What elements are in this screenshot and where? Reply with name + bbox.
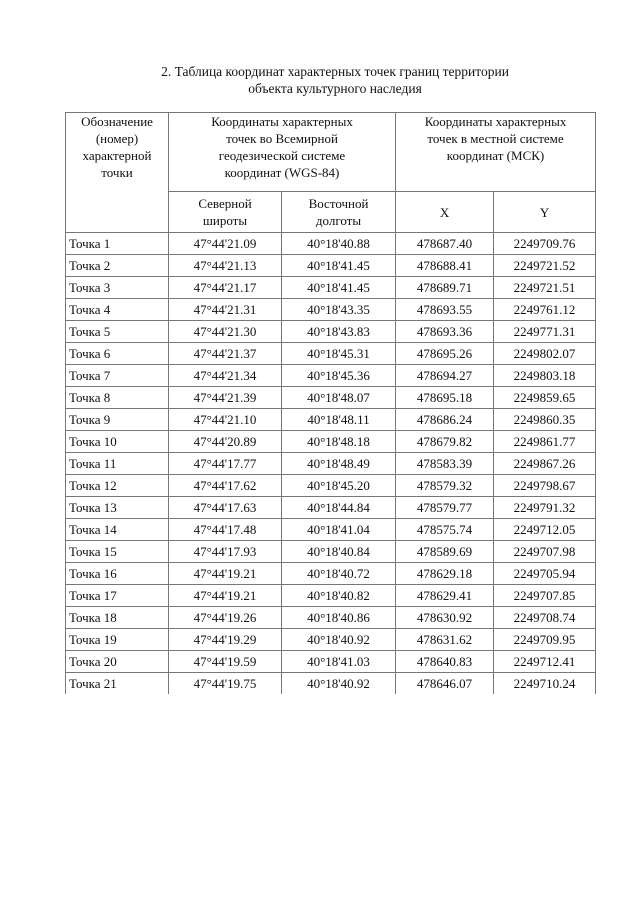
y-coordinate-cell: 2249707.85 xyxy=(494,585,596,607)
x-coordinate-cell: 478589.69 xyxy=(396,541,494,563)
header-wgs84-line: координат (WGS-84) xyxy=(224,165,340,180)
table-body xyxy=(66,233,596,695)
header-designation-line: характерной xyxy=(82,148,152,163)
y-coordinate-cell: 2249771.31 xyxy=(494,321,596,343)
north-latitude-cell: 47°44'21.39 xyxy=(169,387,282,409)
east-longitude-cell: 40°18'40.88 xyxy=(282,233,396,255)
x-coordinate-cell: 478583.39 xyxy=(396,453,494,475)
east-longitude-cell: 40°18'44.84 xyxy=(282,497,396,519)
table-row xyxy=(66,431,596,453)
east-longitude-cell: 40°18'41.45 xyxy=(282,255,396,277)
y-coordinate-cell: 2249867.26 xyxy=(494,453,596,475)
header-north-line: Северной xyxy=(198,196,252,211)
title-line-2: объекта культурного наследия xyxy=(248,81,422,96)
point-name-cell: Точка 5 xyxy=(66,321,169,343)
header-north-line: широты xyxy=(202,213,248,228)
east-longitude-cell: 40°18'48.07 xyxy=(282,387,396,409)
north-latitude-cell: 47°44'19.21 xyxy=(169,585,282,607)
y-coordinate-cell: 2249708.74 xyxy=(494,607,596,629)
point-name-cell: Точка 10 xyxy=(66,431,169,453)
x-coordinate-cell: 478640.83 xyxy=(396,651,494,673)
north-latitude-cell: 47°44'21.17 xyxy=(169,277,282,299)
east-longitude-cell: 40°18'48.18 xyxy=(282,431,396,453)
x-coordinate-cell: 478630.92 xyxy=(396,607,494,629)
y-coordinate-cell: 2249712.41 xyxy=(494,651,596,673)
north-latitude-cell: 47°44'19.59 xyxy=(169,651,282,673)
y-coordinate-cell: 2249803.18 xyxy=(494,365,596,387)
point-name-cell: Точка 6 xyxy=(66,343,169,365)
table-row xyxy=(66,629,596,651)
x-coordinate-cell: 478694.27 xyxy=(396,365,494,387)
x-coordinate-cell: 478646.07 xyxy=(396,673,494,695)
y-coordinate-cell: 2249710.24 xyxy=(494,673,596,695)
x-coordinate-cell: 478688.41 xyxy=(396,255,494,277)
y-coordinate-cell: 2249721.51 xyxy=(494,277,596,299)
east-longitude-cell: 40°18'43.35 xyxy=(282,299,396,321)
point-name-cell: Точка 14 xyxy=(66,519,169,541)
point-name-cell: Точка 7 xyxy=(66,365,169,387)
north-latitude-cell: 47°44'17.77 xyxy=(169,453,282,475)
point-name-cell: Точка 20 xyxy=(66,651,169,673)
north-latitude-cell: 47°44'17.93 xyxy=(169,541,282,563)
north-latitude-cell: 47°44'20.89 xyxy=(169,431,282,453)
y-coordinate-cell: 2249761.12 xyxy=(494,299,596,321)
point-name-cell: Точка 12 xyxy=(66,475,169,497)
header-designation-line: точки xyxy=(101,165,133,180)
east-longitude-cell: 40°18'45.20 xyxy=(282,475,396,497)
north-latitude-cell: 47°44'21.37 xyxy=(169,343,282,365)
header-wgs84-line: точек во Всемирной xyxy=(226,131,338,146)
point-name-cell: Точка 1 xyxy=(66,233,169,255)
north-latitude-cell: 47°44'19.75 xyxy=(169,673,282,695)
x-coordinate-cell: 478693.55 xyxy=(396,299,494,321)
header-east-line: Восточной xyxy=(308,196,369,211)
table-row xyxy=(66,387,596,409)
table-row xyxy=(66,497,596,519)
table-row xyxy=(66,563,596,585)
east-longitude-cell: 40°18'45.36 xyxy=(282,365,396,387)
point-name-cell: Точка 17 xyxy=(66,585,169,607)
north-latitude-cell: 47°44'19.26 xyxy=(169,607,282,629)
y-coordinate-cell: 2249859.65 xyxy=(494,387,596,409)
header-msk-line: Координаты характерных xyxy=(424,114,567,129)
point-name-cell: Точка 3 xyxy=(66,277,169,299)
y-coordinate-cell: 2249798.67 xyxy=(494,475,596,497)
header-msk xyxy=(396,113,596,192)
header-north-latitude xyxy=(169,192,282,233)
east-longitude-cell: 40°18'41.45 xyxy=(282,277,396,299)
table-row xyxy=(66,321,596,343)
coordinates-table xyxy=(65,112,596,694)
east-longitude-cell: 40°18'40.86 xyxy=(282,607,396,629)
table-row xyxy=(66,255,596,277)
header-designation-line: Обозначение xyxy=(81,114,153,129)
east-longitude-cell: 40°18'40.92 xyxy=(282,629,396,651)
table-header xyxy=(66,113,596,233)
north-latitude-cell: 47°44'21.34 xyxy=(169,365,282,387)
header-wgs84 xyxy=(169,113,396,192)
header-y: Y xyxy=(494,192,596,233)
table-row xyxy=(66,541,596,563)
north-latitude-cell: 47°44'19.29 xyxy=(169,629,282,651)
table-row xyxy=(66,607,596,629)
table-row xyxy=(66,453,596,475)
y-coordinate-cell: 2249709.95 xyxy=(494,629,596,651)
north-latitude-cell: 47°44'21.10 xyxy=(169,409,282,431)
east-longitude-cell: 40°18'40.82 xyxy=(282,585,396,607)
x-coordinate-cell: 478629.18 xyxy=(396,563,494,585)
table-row xyxy=(66,651,596,673)
x-coordinate-cell: 478693.36 xyxy=(396,321,494,343)
x-coordinate-cell: 478631.62 xyxy=(396,629,494,651)
point-name-cell: Точка 13 xyxy=(66,497,169,519)
x-coordinate-cell: 478686.24 xyxy=(396,409,494,431)
east-longitude-cell: 40°18'43.83 xyxy=(282,321,396,343)
x-coordinate-cell: 478579.32 xyxy=(396,475,494,497)
y-coordinate-cell: 2249802.07 xyxy=(494,343,596,365)
y-coordinate-cell: 2249709.76 xyxy=(494,233,596,255)
header-designation xyxy=(66,113,169,233)
table-row xyxy=(66,585,596,607)
point-name-cell: Точка 9 xyxy=(66,409,169,431)
header-msk-line: координат (МСК) xyxy=(446,148,545,163)
point-name-cell: Точка 18 xyxy=(66,607,169,629)
north-latitude-cell: 47°44'21.13 xyxy=(169,255,282,277)
x-coordinate-cell: 478679.82 xyxy=(396,431,494,453)
header-wgs84-line: геодезической системе xyxy=(218,148,346,163)
point-name-cell: Точка 15 xyxy=(66,541,169,563)
y-coordinate-cell: 2249705.94 xyxy=(494,563,596,585)
header-x: X xyxy=(396,192,494,233)
table-row xyxy=(66,343,596,365)
x-coordinate-cell: 478695.18 xyxy=(396,387,494,409)
east-longitude-cell: 40°18'48.49 xyxy=(282,453,396,475)
x-coordinate-cell: 478575.74 xyxy=(396,519,494,541)
y-coordinate-cell: 2249860.35 xyxy=(494,409,596,431)
point-name-cell: Точка 11 xyxy=(66,453,169,475)
point-name-cell: Точка 21 xyxy=(66,673,169,695)
table-row xyxy=(66,233,596,255)
title-line-1: 2. Таблица координат характерных точек границ территории xyxy=(161,64,509,79)
point-name-cell: Точка 19 xyxy=(66,629,169,651)
north-latitude-cell: 47°44'21.31 xyxy=(169,299,282,321)
y-coordinate-cell: 2249712.05 xyxy=(494,519,596,541)
y-coordinate-cell: 2249707.98 xyxy=(494,541,596,563)
table-row xyxy=(66,475,596,497)
table-row xyxy=(66,673,596,695)
east-longitude-cell: 40°18'41.03 xyxy=(282,651,396,673)
east-longitude-cell: 40°18'45.31 xyxy=(282,343,396,365)
header-east-longitude xyxy=(282,192,396,233)
x-coordinate-cell: 478689.71 xyxy=(396,277,494,299)
east-longitude-cell: 40°18'48.11 xyxy=(282,409,396,431)
x-coordinate-cell: 478579.77 xyxy=(396,497,494,519)
table-row xyxy=(66,409,596,431)
east-longitude-cell: 40°18'40.92 xyxy=(282,673,396,695)
east-longitude-cell: 40°18'40.72 xyxy=(282,563,396,585)
header-msk-line: точек в местной системе xyxy=(427,131,564,146)
north-latitude-cell: 47°44'17.48 xyxy=(169,519,282,541)
y-coordinate-cell: 2249791.32 xyxy=(494,497,596,519)
table-row xyxy=(66,299,596,321)
x-coordinate-cell: 478695.26 xyxy=(396,343,494,365)
x-coordinate-cell: 478687.40 xyxy=(396,233,494,255)
point-name-cell: Точка 8 xyxy=(66,387,169,409)
point-name-cell: Точка 16 xyxy=(66,563,169,585)
header-east-line: долготы xyxy=(315,213,362,228)
header-wgs84-line: Координаты характерных xyxy=(211,114,353,129)
y-coordinate-cell: 2249861.77 xyxy=(494,431,596,453)
y-coordinate-cell: 2249721.52 xyxy=(494,255,596,277)
point-name-cell: Точка 2 xyxy=(66,255,169,277)
table-row xyxy=(66,365,596,387)
east-longitude-cell: 40°18'41.04 xyxy=(282,519,396,541)
north-latitude-cell: 47°44'21.09 xyxy=(169,233,282,255)
north-latitude-cell: 47°44'21.30 xyxy=(169,321,282,343)
table-row xyxy=(66,519,596,541)
table-row xyxy=(66,277,596,299)
east-longitude-cell: 40°18'40.84 xyxy=(282,541,396,563)
document-title xyxy=(0,63,640,97)
header-designation-line: (номер) xyxy=(95,131,139,146)
north-latitude-cell: 47°44'17.62 xyxy=(169,475,282,497)
north-latitude-cell: 47°44'19.21 xyxy=(169,563,282,585)
point-name-cell: Точка 4 xyxy=(66,299,169,321)
x-coordinate-cell: 478629.41 xyxy=(396,585,494,607)
north-latitude-cell: 47°44'17.63 xyxy=(169,497,282,519)
